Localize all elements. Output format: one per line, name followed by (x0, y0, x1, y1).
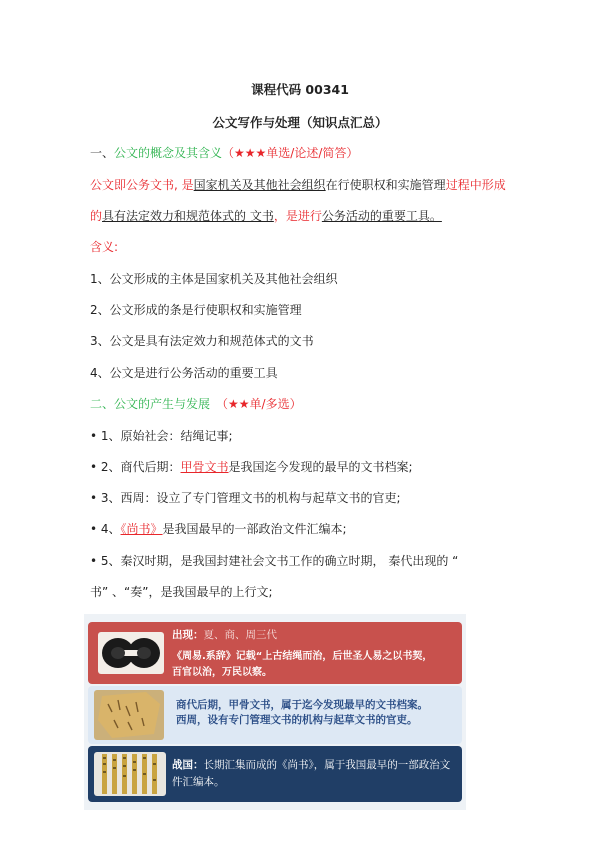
def-part-a: 公文即公务文书, (90, 178, 178, 192)
card2-line2: 西周，设有专门管理文书的机构与起草文书的官吏。 (176, 714, 418, 726)
section1-heading (90, 145, 358, 161)
oracle-bone-icon (94, 690, 164, 740)
bullet-2-b: 甲骨文书 (180, 460, 229, 474)
section2-heading-main: 二、公文的产生与发展 (90, 397, 211, 411)
def-part-d: 在行使职权和实施管理 (325, 178, 446, 192)
card1-line3: 百官以治，万民以察。 (172, 667, 272, 678)
bullet-2 (90, 459, 413, 475)
definition-line-1 (90, 177, 506, 193)
card-warring-states (88, 746, 462, 802)
card1-label: 出现： (172, 629, 204, 641)
meaning-item-1: 1、公文形成的主体是国家机关及其他社会组织 (90, 272, 338, 286)
bullet-4-a: • 4、 (90, 522, 121, 536)
bullet-5: • 5、秦汉时期，是我国封建社会文书工作的确立时期， 秦代出现的 “ (90, 554, 459, 568)
bullet-4-b: 《尚书》 (120, 522, 163, 536)
course-code: 课程代码 00341 (251, 82, 349, 97)
card3-line1 (172, 758, 450, 772)
bamboo-slips-image (94, 752, 166, 796)
def2-part-a: 的 (90, 209, 103, 223)
def2-part-c: ，是进行 (273, 209, 322, 223)
meaning-item-4: 4、公文是进行公务活动的重要工具 (90, 366, 278, 380)
card3-text1: 长期汇集而成的《尚书》，属于我国最早的一部政治文 (203, 759, 451, 771)
section1-heading-tag: （★★★单选/论述/简答） (222, 146, 359, 160)
bullet-1: • 1、原始社会：结绳记事; (90, 429, 233, 443)
def2-part-b: 具有法定效力和规范体式的 文书 (102, 209, 274, 223)
card-origin (88, 622, 462, 684)
bullet-3: • 3、西周：设立了专门管理文书的机构与起草文书的官吏; (90, 491, 401, 505)
card1-period: 夏、商、周三代 (203, 629, 277, 641)
meaning-label: 含义: (90, 240, 119, 254)
section1-heading-prefix: 一、 (90, 146, 115, 160)
definition-line-2 (90, 208, 442, 224)
card1-line2: 《周易.系辞》记载“上古结绳而治，后世圣人易之以书契， (172, 651, 433, 662)
def-part-b: 是 (177, 178, 194, 192)
card3-line2: 件汇编本。 (172, 776, 225, 788)
def-part-c: 国家机关及其他社会组织 (193, 178, 326, 192)
section2-heading (90, 396, 302, 412)
section2-heading-tag: （★★单/多选） (216, 397, 302, 411)
course-title: 公文写作与处理（知识点汇总） (212, 115, 388, 130)
card-shang-zhou (88, 686, 462, 744)
def-part-e: 过程中形成 (445, 178, 506, 192)
def2-part-d: 公务活动的重要工具。 (321, 209, 442, 223)
knot-icon (98, 632, 164, 674)
bullet-2-a: • 2、商代后期： (90, 460, 181, 474)
card3-label: 战国： (172, 759, 204, 771)
bullet-5-cont: 书” 、“奏”，是我国最早的上行文; (90, 585, 273, 599)
knot-image (98, 632, 164, 674)
bamboo-slips-icon (94, 752, 166, 796)
bullet-2-c: 是我国迄今发现的最早的文书档案; (228, 460, 413, 474)
card2-line1: 商代后期，甲骨文书，属于迄今发现最早的文书档案。 (176, 699, 428, 711)
bullet-4-c: 是我国最早的一部政治文件汇编本; (162, 522, 347, 536)
meaning-item-3: 3、公文是具有法定效力和规范体式的文书 (90, 334, 314, 348)
section1-heading-main: 公文的概念及其含义 (114, 146, 223, 160)
bullet-4 (90, 521, 347, 537)
meaning-item-2: 2、公文形成的条是行使职权和实施管理 (90, 303, 302, 317)
card1-line1 (172, 628, 277, 642)
oracle-bone-image (94, 690, 164, 740)
